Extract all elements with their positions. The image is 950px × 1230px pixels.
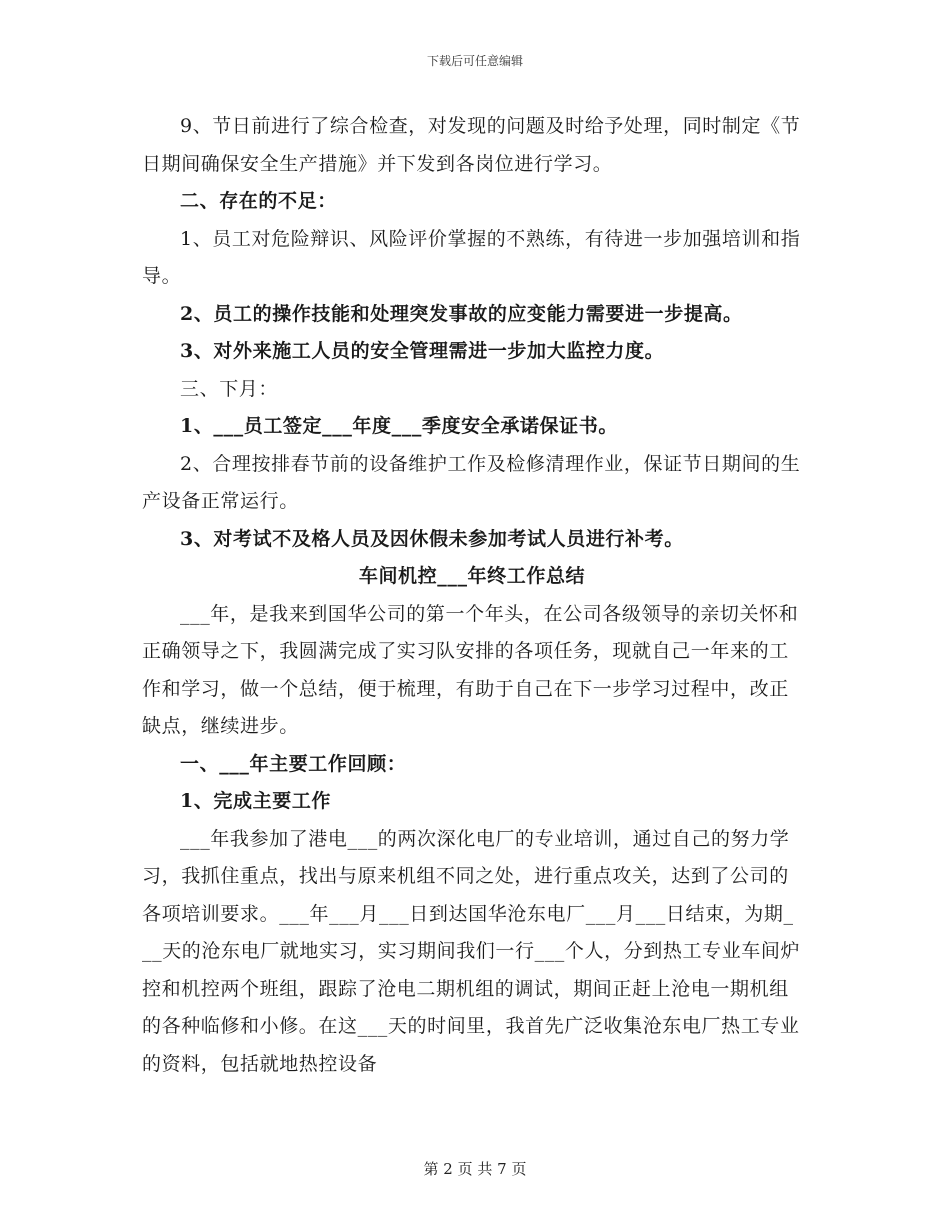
paragraph-shortcoming-2: 2、员工的操作技能和处理突发事故的应变能力需要进一步提高。 xyxy=(180,302,743,325)
paragraph-shortcoming-1: 1、员工对危险辩识、风险评价掌握的不熟练，有待进一步加强培训和指导。 xyxy=(142,227,801,287)
subheading-main-work: 1、完成主要工作 xyxy=(180,790,332,812)
section-heading-review: 一、___年主要工作回顾： xyxy=(180,752,407,775)
paragraph-next-month-2: 2、合理按排春节前的设备维护工作及检修清理作业，保证节日期间的生产设备正常运行。 xyxy=(142,452,801,512)
paragraph-next-month-3: 3、对考试不及格人员及因休假未参加考试人员进行补考。 xyxy=(180,527,684,550)
page-footer: 第 2 页 共 7 页 xyxy=(423,1160,527,1178)
paragraph-shortcoming-3: 3、对外来施工人员的安全管理需进一步加大监控力度。 xyxy=(180,340,665,362)
paragraph-item-9: 9、节日前进行了综合检查，对发现的问题及时给予处理，同时制定《节日期间确保安全生产措施》并下发到各岗位进行学习。 xyxy=(142,115,801,175)
section-heading-shortcomings: 二、存在的不足： xyxy=(180,190,337,212)
section-heading-next-month: 三、下月： xyxy=(180,377,279,400)
page-header: 下载后可任意编辑 xyxy=(426,54,523,68)
paragraph-next-month-1: 1、___员工签定___年度___季度安全承诺保证书。 xyxy=(180,415,618,437)
paragraph-intro: ___年，是我来到国华公司的第一个年头，在公司各级领导的亲切关怀和正确领导之下，我圆满完成了实习队安排的各项任务，现就自己一年来的工作和学习，做一个总结，便于梳理，有助于自己在下一步学习过程中，改正缺点，继续进步。 xyxy=(142,602,799,737)
paragraph-main-work: ___年我参加了港电___的两次深化电厂的专业培训，通过自己的努力学习，我抓住重点，找出与原来机组不同之处，进行重点攻关，达到了公司的各项培训要求。___年___月___日到达国华沧东电厂___月___日结束，为期___天的沧东电厂就地实习，实习期间我们一行___个人，分到热工专业车间炉控和机控两个班组，跟踪了沧电二期机组的调试，期间正赶上沧电一期机组的各种临修和小修。在这___天的时间里，我首先广泛收集沧东电厂热工专业的资料，包括就地热控设备 xyxy=(142,827,801,1075)
document-title: 车间机控___年终工作总结 xyxy=(358,565,586,587)
document-body xyxy=(142,108,802,1083)
